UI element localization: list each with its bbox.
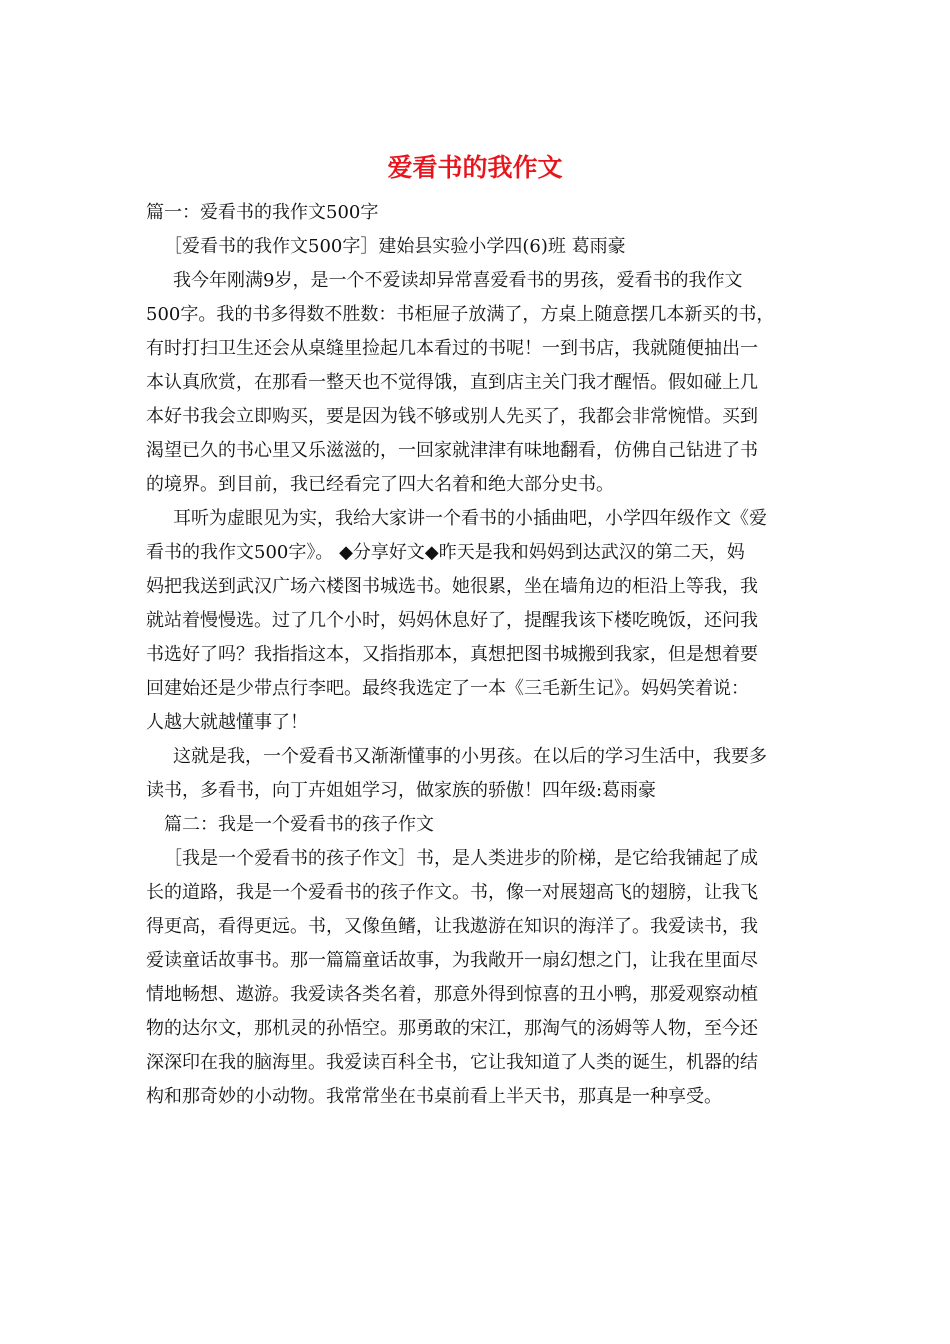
- text-line: 爱读童话故事书。那一篇篇童话故事，为我敞开一扇幻想之门，让我在里面尽: [146, 950, 758, 971]
- text-line: 物的达尔文，那机灵的孙悟空。那勇敢的宋江，那淘气的汤姆等人物，至今还: [146, 1018, 758, 1039]
- section-heading-2: 篇二：我是一个爱看书的孩子作文: [164, 814, 434, 835]
- text-line: 的境界。到目前，我已经看完了四大名着和绝大部分史书。: [146, 474, 614, 495]
- text-line: 读书，多看书，向丁卉姐姐学习，做家族的骄傲！四年级:葛雨豪: [146, 780, 657, 801]
- text-line: 人越大就越懂事了！: [146, 712, 308, 733]
- text-line: 得更高，看得更远。书，又像鱼鳍，让我遨游在知识的海洋了。我爱读书，我: [146, 916, 758, 937]
- text-line: 回建始还是少带点行李吧。最终我选定了一本《三毛新生记》。妈妈笑着说：: [146, 678, 749, 699]
- text-line: ［我是一个爱看书的孩子作文］书，是人类进步的阶梯，是它给我铺起了成: [164, 848, 758, 869]
- text-line: 有时打扫卫生还会从桌缝里捡起几本看过的书呢！一到书店，我就随便抽出一: [146, 338, 758, 359]
- text-line: 构和那奇妙的小动物。我常常坐在书桌前看上半天书，那真是一种享受。: [146, 1086, 722, 1107]
- text-line: 这就是我，一个爱看书又渐渐懂事的小男孩。在以后的学习生活中，我要多: [173, 746, 767, 767]
- text-line: ［爱看书的我作文500字］建始县实验小学四(6)班 葛雨豪: [164, 236, 626, 257]
- document-body: [146, 196, 806, 1114]
- text-line: 情地畅想、遨游。我爱读各类名着，那意外得到惊喜的丑小鸭，那爱观察动植: [146, 984, 758, 1005]
- text-line: 渴望已久的书心里又乐滋滋的，一回家就津津有味地翻看，仿佛自己钻进了书: [146, 440, 758, 461]
- text-line: 长的道路，我是一个爱看书的孩子作文。书，像一对展翅高飞的翅膀，让我飞: [146, 882, 758, 903]
- text-line: 500字。我的书多得数不胜数：书柜屉子放满了，方桌上随意摆几本新买的书，: [146, 304, 775, 325]
- text-line: 我今年刚满9岁，是一个不爱读却异常喜爱看书的男孩，爱看书的我作文: [173, 270, 743, 291]
- text-line: 妈把我送到武汉广场六楼图书城选书。她很累，坐在墙角边的柜沿上等我，我: [146, 576, 758, 597]
- text-line: 耳听为虚眼见为实，我给大家讲一个看书的小插曲吧，小学四年级作文《爱: [173, 508, 767, 529]
- text-line: 书选好了吗？我指指这本，又指指那本，真想把图书城搬到我家，但是想着要: [146, 644, 758, 665]
- text-line: 本认真欣赏，在那看一整天也不觉得饿，直到店主关门我才醒悟。假如碰上几: [146, 372, 758, 393]
- document-title: 爱看书的我作文: [387, 153, 563, 182]
- text-line: 深深印在我的脑海里。我爱读百科全书，它让我知道了人类的诞生，机器的结: [146, 1052, 758, 1073]
- section-heading-1: 篇一：爱看书的我作文500字: [146, 202, 379, 223]
- text-line: 本好书我会立即购买，要是因为钱不够或别人先买了，我都会非常惋惜。买到: [146, 406, 758, 427]
- text-line: 就站着慢慢选。过了几个小时，妈妈休息好了，提醒我该下楼吃晚饭，还问我: [146, 610, 758, 631]
- text-line: 看书的我作文500字》。 ◆分享好文◆昨天是我和妈妈到达武汉的第二天，妈: [146, 542, 745, 563]
